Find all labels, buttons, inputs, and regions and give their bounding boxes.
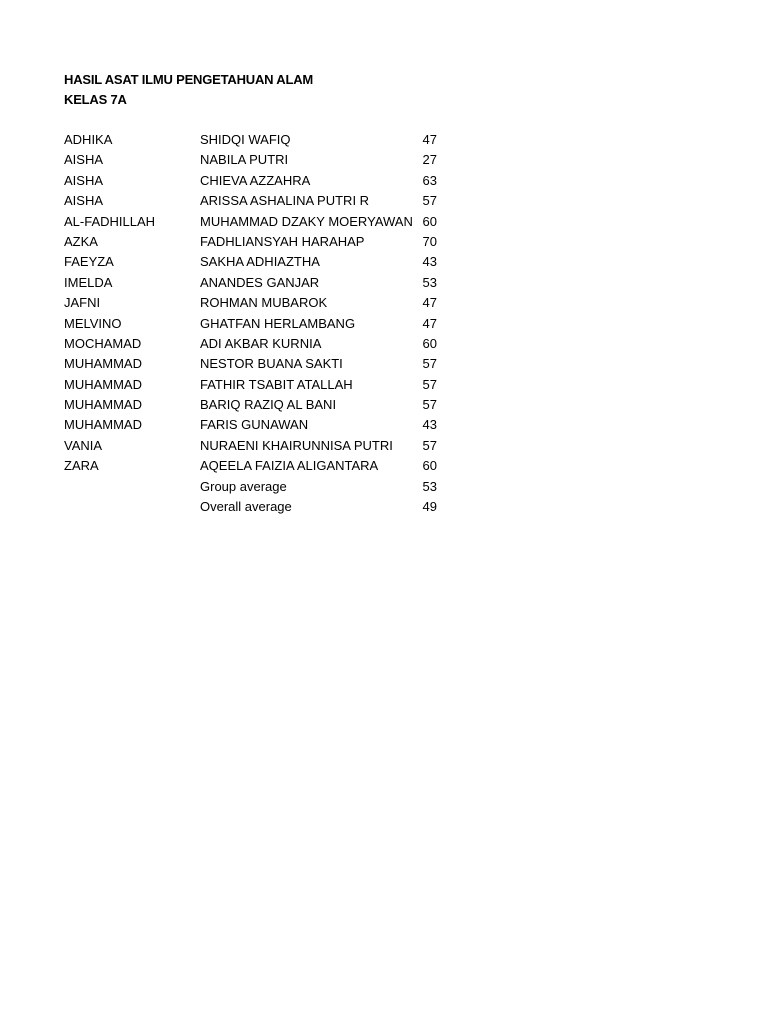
- first-name-cell: JAFNI: [64, 295, 101, 311]
- last-name-cell: BARIQ RAZIQ AL BANI: [200, 397, 337, 413]
- first-name-cell: MOCHAMAD: [64, 335, 142, 351]
- score-cell: 63: [422, 172, 437, 188]
- score-table: [64, 130, 704, 517]
- table-row: [64, 171, 704, 191]
- table-row: [64, 334, 704, 354]
- empty-cell: [64, 477, 200, 497]
- last-name-cell: FATHIR TSABIT ATALLAH: [200, 376, 353, 392]
- table-row: [64, 436, 704, 456]
- last-name-cell: ARISSA ASHALINA PUTRI R: [200, 193, 370, 209]
- summary-label: Overall average: [200, 499, 292, 515]
- score-cell: 43: [422, 417, 437, 433]
- last-name-cell: ANANDES GANJAR: [200, 274, 320, 290]
- last-name-cell: FADHLIANSYAH HARAHAP: [200, 233, 365, 249]
- summary-row-overall-average: [64, 497, 704, 517]
- first-name-cell: MUHAMMAD: [64, 417, 142, 433]
- first-name-cell: ZARA: [64, 458, 99, 474]
- first-name-cell: AZKA: [64, 233, 98, 249]
- first-name-cell: VANIA: [64, 437, 103, 453]
- table-row: [64, 130, 704, 150]
- summary-score: 53: [422, 478, 437, 494]
- last-name-cell: SAKHA ADHIAZTHA: [200, 254, 320, 270]
- last-name-cell: AQEELA FAIZIA ALIGANTARA: [200, 458, 379, 474]
- score-cell: 57: [422, 437, 437, 453]
- first-name-cell: FAEYZA: [64, 254, 114, 270]
- first-name-cell: AISHA: [64, 152, 104, 168]
- first-name-cell: ADHIKA: [64, 132, 113, 147]
- score-cell: 53: [422, 274, 437, 290]
- score-cell: 47: [422, 315, 437, 331]
- score-cell: 60: [422, 335, 437, 351]
- last-name-cell: ADI AKBAR KURNIA: [200, 335, 322, 351]
- last-name-cell: NURAENI KHAIRUNNISA PUTRI: [200, 437, 393, 453]
- score-cell: 47: [422, 132, 437, 147]
- score-cell: 60: [422, 458, 437, 474]
- document-title: HASIL ASAT ILMU PENGETAHUAN ALAM: [64, 72, 314, 87]
- score-cell: 43: [422, 254, 437, 270]
- last-name-cell: GHATFAN HERLAMBANG: [200, 315, 356, 331]
- empty-cell: [64, 497, 200, 517]
- last-name-cell: SHIDQI WAFIQ: [200, 132, 291, 147]
- table-row: [64, 150, 704, 170]
- score-cell: 57: [422, 376, 437, 392]
- first-name-cell: IMELDA: [64, 274, 113, 290]
- last-name-cell: NESTOR BUANA SAKTI: [200, 356, 343, 372]
- table-row: [64, 232, 704, 252]
- last-name-cell: MUHAMMAD DZAKY MOERYAWAN: [200, 213, 413, 229]
- first-name-cell: AISHA: [64, 172, 104, 188]
- score-cell: 70: [422, 233, 437, 249]
- first-name-cell: MUHAMMAD: [64, 397, 142, 413]
- first-name-cell: MELVINO: [64, 315, 122, 331]
- table-row: [64, 252, 704, 272]
- last-name-cell: CHIEVA AZZAHRA: [200, 172, 311, 188]
- score-cell: 60: [422, 213, 437, 229]
- score-cell: 57: [422, 193, 437, 209]
- score-cell: 47: [422, 295, 437, 311]
- document-page: [64, 70, 704, 517]
- table-row: [64, 415, 704, 435]
- summary-label: Group average: [200, 478, 287, 494]
- summary-score: 49: [422, 499, 437, 515]
- table-row: [64, 375, 704, 395]
- summary-row-group-average: [64, 477, 704, 497]
- table-row: [64, 314, 704, 334]
- score-cell: 57: [422, 356, 437, 372]
- last-name-cell: ROHMAN MUBAROK: [200, 295, 328, 311]
- last-name-cell: NABILA PUTRI: [200, 152, 289, 168]
- table-row: [64, 354, 704, 374]
- first-name-cell: MUHAMMAD: [64, 356, 142, 372]
- first-name-cell: AISHA: [64, 193, 104, 209]
- table-row: [64, 273, 704, 293]
- table-row: [64, 395, 704, 415]
- score-cell: 57: [422, 397, 437, 413]
- table-row: [64, 212, 704, 232]
- score-cell: 27: [422, 152, 437, 168]
- first-name-cell: AL-FADHILLAH: [64, 213, 156, 229]
- table-row: [64, 456, 704, 476]
- table-row: [64, 293, 704, 313]
- table-row: [64, 191, 704, 211]
- first-name-cell: MUHAMMAD: [64, 376, 142, 392]
- last-name-cell: FARIS GUNAWAN: [200, 417, 309, 433]
- document-subtitle: KELAS 7A: [64, 92, 127, 107]
